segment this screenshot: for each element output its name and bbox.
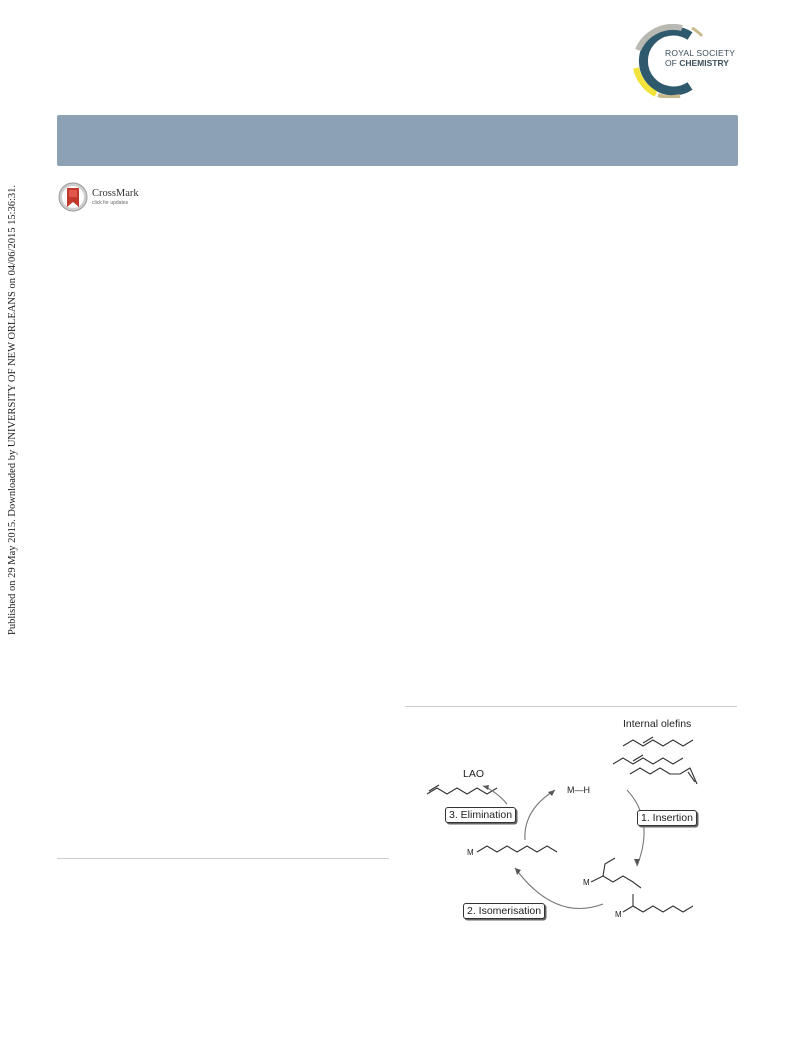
rsc-wordmark	[665, 48, 745, 68]
crossmark-subtitle: click for updates	[92, 200, 129, 206]
rsc-wordmark-line2	[665, 58, 745, 68]
rsc-wordmark-of: OF	[665, 58, 677, 68]
crossmark-badge[interactable]	[58, 182, 158, 216]
lao-label: LAO	[463, 768, 485, 780]
scheme-top-rule	[405, 706, 737, 707]
lao-molecule	[427, 788, 497, 794]
step-elimination: 3. Elimination	[445, 807, 516, 823]
journal-banner	[57, 115, 738, 166]
metal-label-linear: M	[467, 848, 474, 857]
internal-olefin-2	[613, 758, 683, 764]
step-insertion: 1. Insertion	[637, 810, 697, 826]
metal-alkyl-branched-1	[591, 876, 641, 888]
elimination-arrow	[525, 790, 555, 840]
metal-hydride-label: M—H	[567, 785, 590, 795]
step-isomerisation: 2. Isomerisation	[463, 903, 545, 919]
metal-label-branched-1: M	[583, 878, 590, 887]
internal-olefin-1	[623, 740, 693, 746]
rsc-wordmark-line1: ROYAL SOCIETY	[665, 48, 736, 58]
rsc-wordmark-chemistry: CHEMISTRY	[679, 58, 729, 68]
download-side-note: Published on 29 May 2015. Downloaded by UNIVERSITY OF NEW ORLEANS on 04/06/2015 15:36:31.	[7, 184, 18, 635]
reaction-scheme	[405, 712, 735, 937]
crossmark-title: CrossMark	[92, 188, 139, 199]
footnote-rule	[57, 858, 389, 859]
internal-olefin-3	[630, 768, 697, 784]
metal-label-branched-2: M	[615, 910, 622, 919]
metal-alkyl-linear	[477, 846, 557, 852]
metal-alkyl-branched-2	[623, 906, 693, 912]
insertion-arrow	[627, 790, 644, 866]
internal-olefins-label: Internal olefins	[623, 718, 692, 730]
crossmark-icon	[58, 182, 88, 212]
